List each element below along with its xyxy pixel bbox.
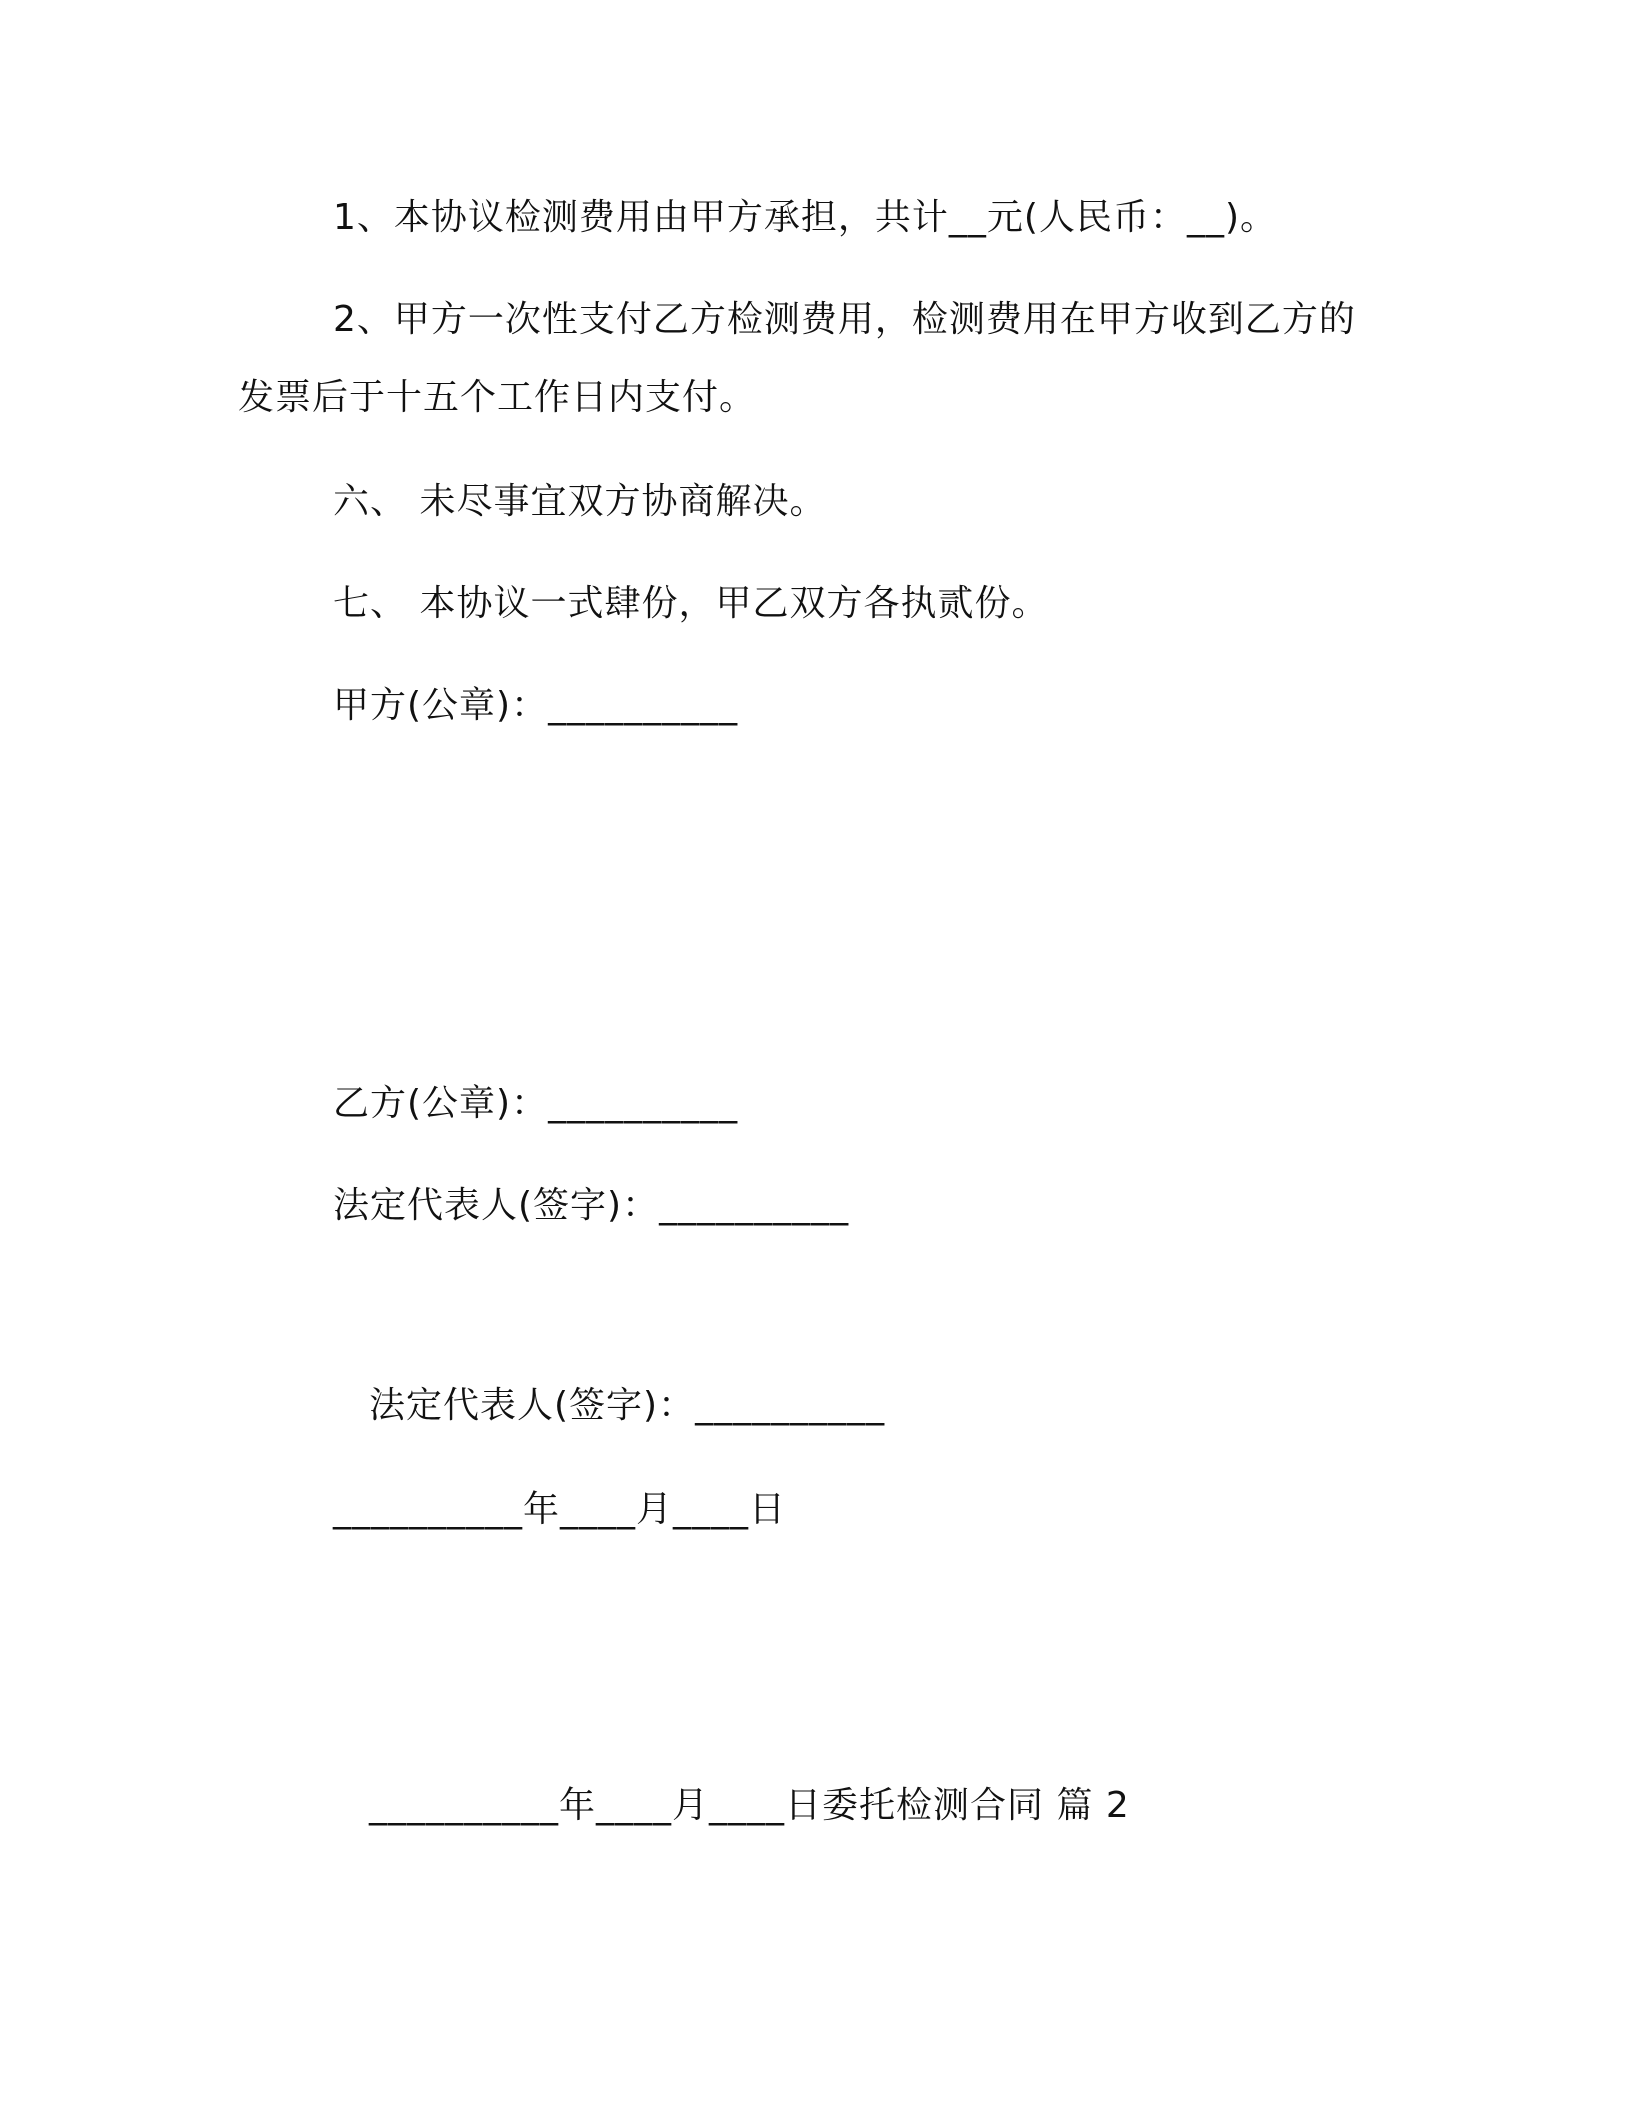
clause-fee-total: 1、本协议检测费用由甲方承担，共计__元(人民币：__)。 [333, 197, 1277, 238]
next-contract-title: __________年____月____日委托检测合同 篇 2 [369, 1785, 1130, 1826]
article-six: 六、 未尽事宜双方协商解决。 [333, 481, 827, 522]
legal-rep-sign-line-2: 法定代表人(签字)：__________ [369, 1385, 886, 1426]
date-line: __________年____月____日 [333, 1489, 786, 1530]
party-a-seal-line: 甲方(公章)：__________ [333, 685, 739, 726]
clause-payment-line-1: 2、甲方一次性支付乙方检测费用，检测费用在甲方收到乙方的 [333, 299, 1356, 340]
article-seven: 七、 本协议一式肆份，甲乙双方各执贰份。 [333, 583, 1049, 624]
party-b-seal-line: 乙方(公章)：__________ [333, 1083, 739, 1124]
clause-payment-line-2: 发票后于十五个工作日内支付。 [238, 377, 757, 418]
legal-rep-sign-line-1: 法定代表人(签字)：__________ [333, 1185, 850, 1226]
